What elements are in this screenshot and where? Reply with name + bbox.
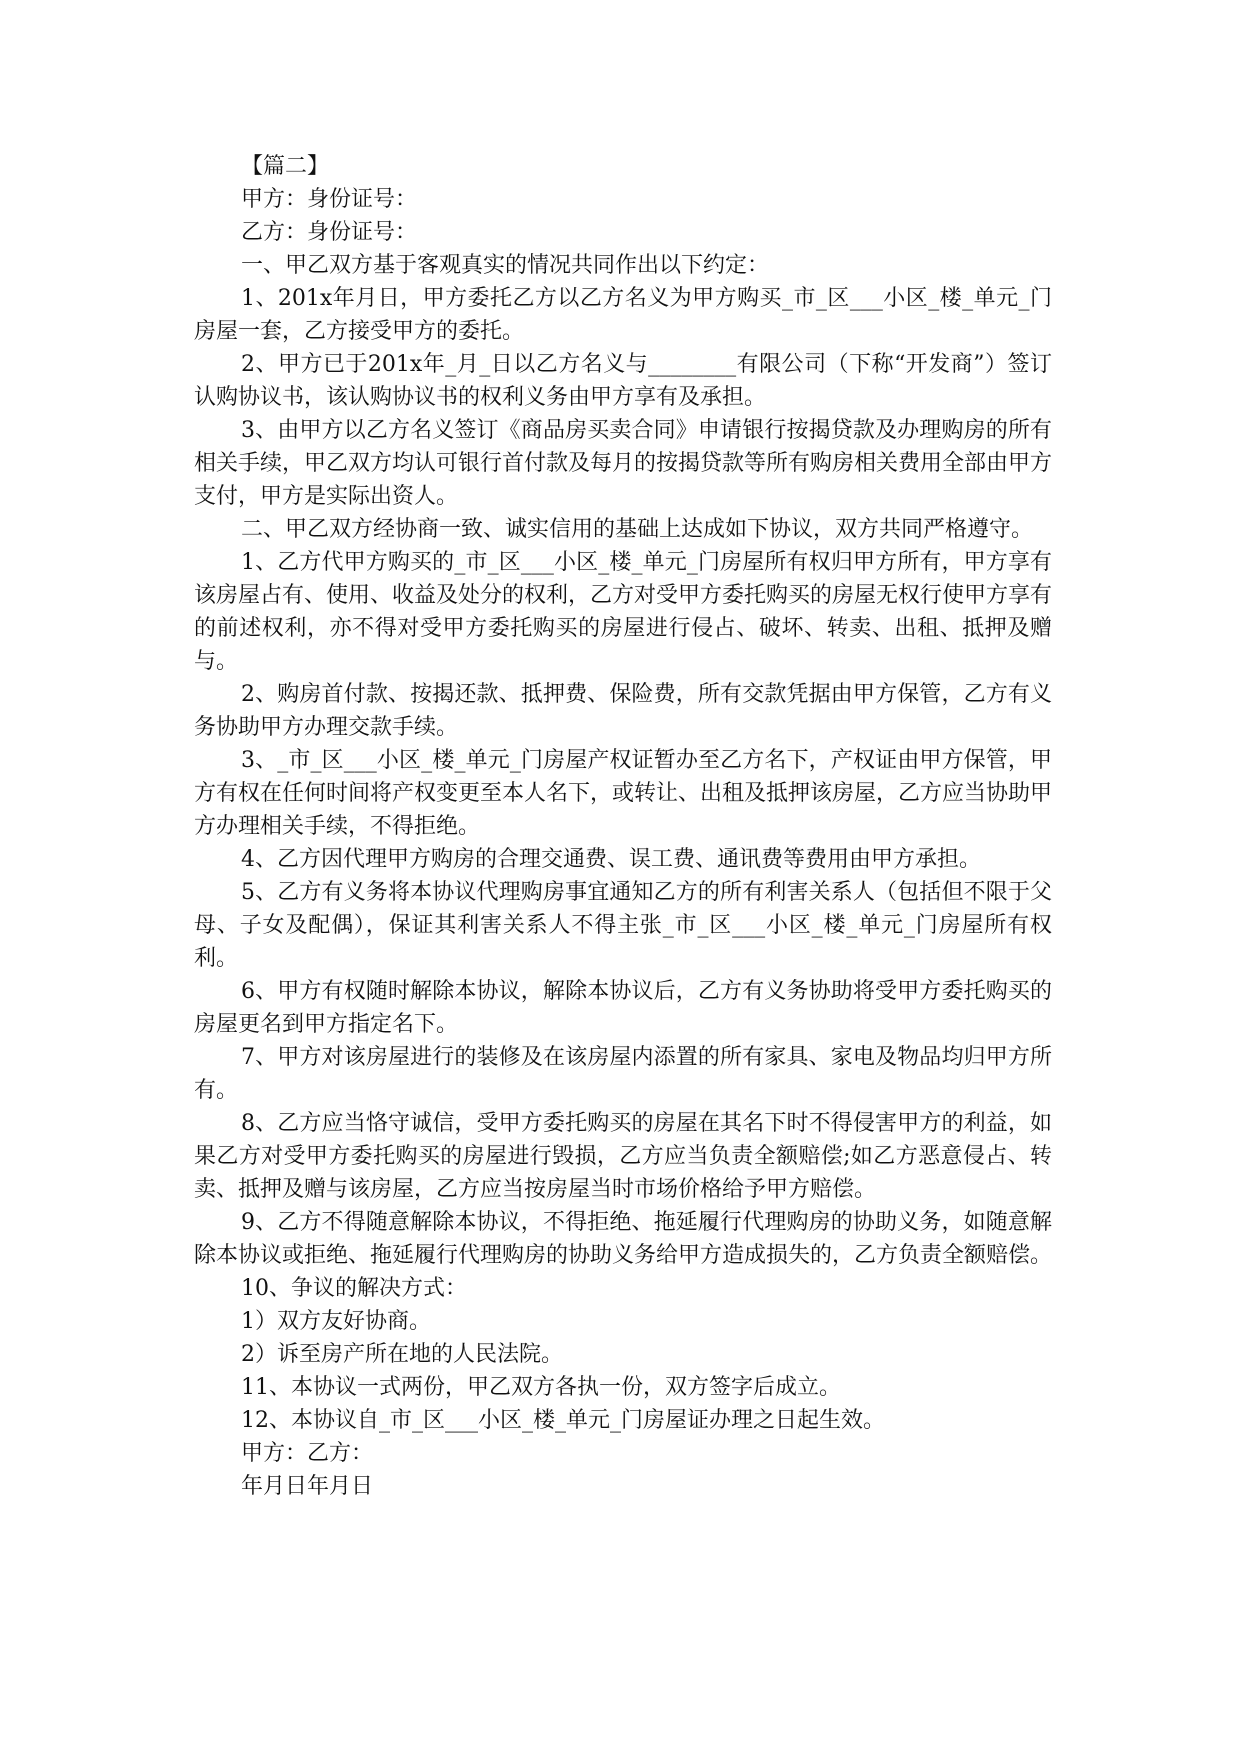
document-body [194,150,1052,1503]
part-two-clause-2: 2、购房首付款、按揭还款、抵押费、保险费，所有交款凭据由甲方保管，乙方有义务协助甲方办理交款手续。 [194,682,1052,740]
part-two-clause-7: 7、甲方对该房屋进行的装修及在该房屋内添置的所有家具、家电及物品均归甲方所有。 [194,1045,1052,1103]
part-two-clause-11: 11、本协议一式两份，甲乙双方各执一份，双方签字后成立。 [241,1375,841,1400]
dispute-option-2: 2）诉至房产所在地的人民法院。 [241,1342,563,1367]
part-one-heading: 一、甲乙双方基于客观真实的情况共同作出以下约定： [241,253,770,278]
part-two-clause-6: 6、甲方有权随时解除本协议，解除本协议后，乙方有义务协助将受甲方委托购买的房屋更名到甲方指定名下。 [194,979,1052,1037]
part-two-clause-9: 9、乙方不得随意解除本协议，不得拒绝、拖延履行代理购房的协助义务，如随意解除本协议或拒绝、拖延履行代理购房的协助义务给甲方造成损失的，乙方负责全额赔偿。 [194,1210,1053,1268]
part-two-clause-8: 8、乙方应当恪守诚信，受甲方委托购买的房屋在其名下时不得侵害甲方的利益，如果乙方对受甲方委托购买的房屋进行毁损，乙方应当负责全额赔偿;如乙方恶意侵占、转卖、抵押及赠与该房屋，乙方应当按房屋当时市场价格给予甲方赔偿。 [194,1111,1052,1202]
section-heading: 【篇二】 [241,154,330,179]
signature-parties-line: 甲方：乙方： [241,1441,374,1466]
part-one-clause-3: 3、由甲方以乙方名义签订《商品房买卖合同》申请银行按揭贷款及办理购房的所有相关手续，甲乙双方均认可银行首付款及每月的按揭贷款等所有购房相关费用全部由甲方支付，甲方是实际出资人。 [194,418,1053,509]
part-two-clause-12: 12、本协议自_市_区___小区_楼_单元_门房屋证办理之日起生效。 [241,1408,885,1433]
party-b-id-line: 乙方：身份证号： [241,220,418,245]
signature-dates-line: 年月日年月日 [241,1474,374,1499]
part-two-clause-10: 10、争议的解决方式： [241,1276,467,1301]
part-two-clause-4: 4、乙方因代理甲方购房的合理交通费、误工费、通讯费等费用由甲方承担。 [241,847,981,872]
dispute-option-1: 1）双方友好协商。 [241,1309,431,1334]
part-two-clause-1: 1、乙方代甲方购买的_市_区___小区_楼_单元_门房屋所有权归甲方所有，甲方享有该房屋占有、使用、收益及处分的权利，乙方对受甲方委托购买的房屋无权行使甲方享有的前述权利，亦不得对受甲方委托购买的房屋进行侵占、破坏、转卖、出租、抵押及赠与。 [194,550,1053,674]
part-one-clause-1: 1、201x年月日，甲方委托乙方以乙方名义为甲方购买_市_区___小区_楼_单元_门房屋一套，乙方接受甲方的委托。 [194,286,1052,344]
part-two-clause-5: 5、乙方有义务将本协议代理购房事宜通知乙方的所有利害关系人（包括但不限于父母、子女及配偶），保证其利害关系人不得主张_市_区___小区_楼_单元_门房屋所有权利。 [194,880,1052,971]
part-two-clause-3: 3、_市_区___小区_楼_单元_门房屋产权证暂办至乙方名下，产权证由甲方保管，甲方有权在任何时间将产权变更至本人名下，或转让、出租及抵押该房屋，乙方应当协助甲方办理相关手续，不得拒绝。 [194,748,1053,839]
party-a-id-line: 甲方：身份证号： [241,187,418,212]
part-one-clause-2: 2、甲方已于201x年_月_日以乙方名义与________有限公司（下称“开发商”）签订认购协议书，该认购协议书的权利义务由甲方享有及承担。 [194,352,1052,410]
part-two-heading: 二、甲乙双方经协商一致、诚实信用的基础上达成如下协议，双方共同严格遵守。 [241,517,1034,542]
